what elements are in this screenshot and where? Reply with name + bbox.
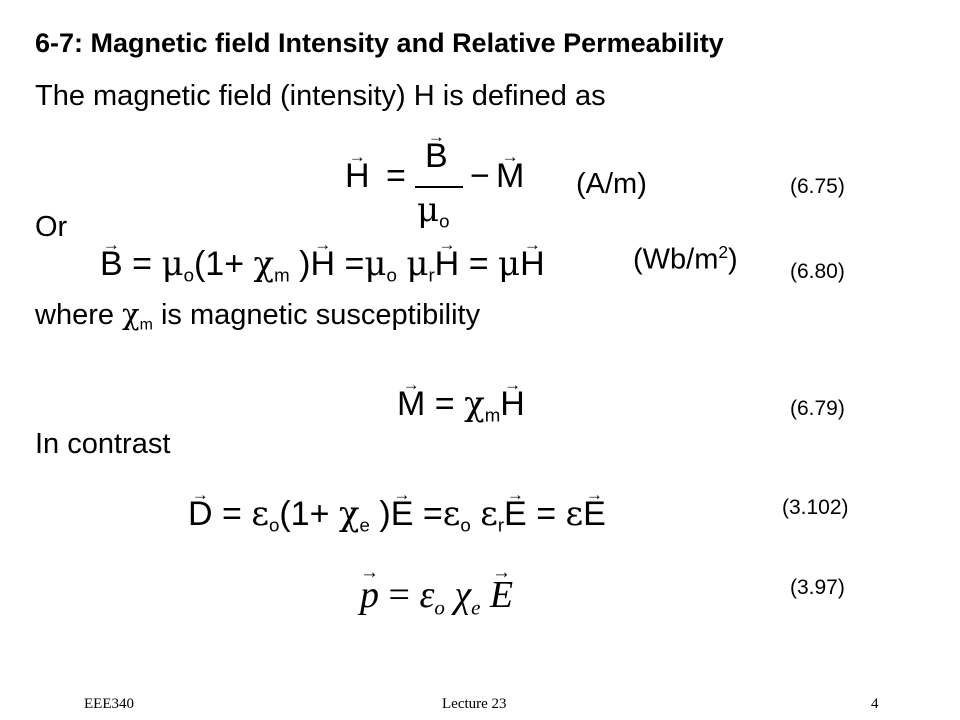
eq4-eps4: ε <box>565 494 584 534</box>
eq3-H: → H <box>500 385 525 424</box>
eq4-E3: → E <box>583 495 606 534</box>
eq2-unit-post: ) <box>728 243 738 276</box>
intro-text: The magnetic field (intensity) H is defined as <box>35 80 606 112</box>
eq1-minus: − <box>470 157 490 195</box>
where-chi: χ <box>122 297 140 331</box>
where-post: is magnetic susceptibility <box>152 299 481 331</box>
eq1-mu: μ <box>417 190 440 230</box>
eq3-chi: χ <box>464 384 485 424</box>
eq5-E: → E <box>490 573 513 617</box>
eq2-number: (6.80) <box>790 260 845 283</box>
eq5-eps-sub: o <box>434 595 445 620</box>
eq5-eps: ε <box>419 574 435 616</box>
eq2-mu2-sub: o <box>386 264 397 286</box>
eq4-number: (3.102) <box>782 496 849 519</box>
eq2-chi-sub: m <box>274 264 290 286</box>
eq4-close: ) <box>379 495 391 533</box>
eq5-equals: = <box>388 574 410 616</box>
eq2-B: → B <box>100 245 123 284</box>
eq2-chi: χ <box>253 244 275 284</box>
equation-3-97 <box>360 573 513 620</box>
eq4-D: → D <box>188 495 213 534</box>
eq5-p: → p <box>360 573 379 617</box>
equation-6-79 <box>397 384 525 427</box>
where-chi-sub: m <box>139 316 153 334</box>
eq3-M: → M <box>397 385 425 424</box>
footer-page-number: 4 <box>871 696 879 712</box>
eq2-open: (1+ <box>193 245 245 283</box>
eq2-unit <box>633 242 738 277</box>
eq1-M: → M <box>496 157 524 196</box>
eq2-equals-3: = <box>468 245 489 283</box>
eq4-equals-1: = <box>222 495 242 533</box>
slide-title: 6-7: Magnetic field Intensity and Relative Permeability <box>35 28 724 58</box>
eq1-H: → H <box>345 157 370 196</box>
eq2-H3: → H <box>520 245 545 284</box>
eq5-number: (3.97) <box>790 576 845 599</box>
eq2-mu2: μ <box>364 244 387 284</box>
eq2-mu3: μ <box>406 244 429 284</box>
where-pre: where <box>35 299 123 331</box>
eq3-number: (6.79) <box>790 397 845 420</box>
eq2-close: ) <box>299 245 311 283</box>
eq2-unit-sup: 2 <box>718 242 729 262</box>
eq2-mu3-sub: r <box>428 264 435 286</box>
eq5-chi-sub: e <box>471 595 481 620</box>
eq1-B: → B <box>425 137 448 176</box>
eq3-chi-sub: m <box>484 404 501 426</box>
eq2-equals-2: = <box>344 245 365 283</box>
eq1-number: (6.75) <box>790 175 845 198</box>
eq2-mu: μ <box>161 244 184 284</box>
eq1-mu-sub: o <box>439 210 450 232</box>
equation-3-102 <box>188 494 606 537</box>
eq3-equals: = <box>434 385 455 423</box>
equation-6-80 <box>100 244 545 287</box>
eq4-chi-sub: e <box>359 514 370 536</box>
eq1-fraction-bar <box>415 186 463 188</box>
eq4-eps2-sub: o <box>460 514 471 536</box>
or-label: Or <box>35 211 68 243</box>
eq4-eps2: ε <box>442 494 461 534</box>
eq4-eps: ε <box>251 494 269 534</box>
eq4-eps-sub: o <box>268 514 280 536</box>
eq2-H2: → H <box>435 245 460 284</box>
footer-course: EEE340 <box>84 696 134 712</box>
eq4-E: → E <box>391 495 414 534</box>
eq1-fraction <box>415 137 465 240</box>
eq2-unit-pre: (Wb/m <box>633 243 719 276</box>
eq4-equals-2: = <box>422 495 443 533</box>
eq2-mu-sub: o <box>183 264 194 286</box>
eq2-mu4: μ <box>498 244 521 284</box>
eq4-E2: → E <box>504 495 527 534</box>
where-text <box>35 297 480 335</box>
eq1-equals: = <box>386 157 406 195</box>
eq4-equals-3: = <box>536 495 557 533</box>
eq4-eps3: ε <box>480 494 498 534</box>
eq2-H: → H <box>310 245 335 284</box>
eq4-open: (1+ <box>279 495 330 533</box>
eq4-eps3-sub: r <box>497 514 505 536</box>
footer-lecture: Lecture 23 <box>442 696 507 712</box>
eq4-chi: χ <box>338 494 360 534</box>
eq2-equals-1: = <box>132 245 152 283</box>
contrast-label: In contrast <box>35 428 171 460</box>
eq5-chi: χ <box>454 574 472 616</box>
eq1-unit: (A/m) <box>576 168 647 200</box>
